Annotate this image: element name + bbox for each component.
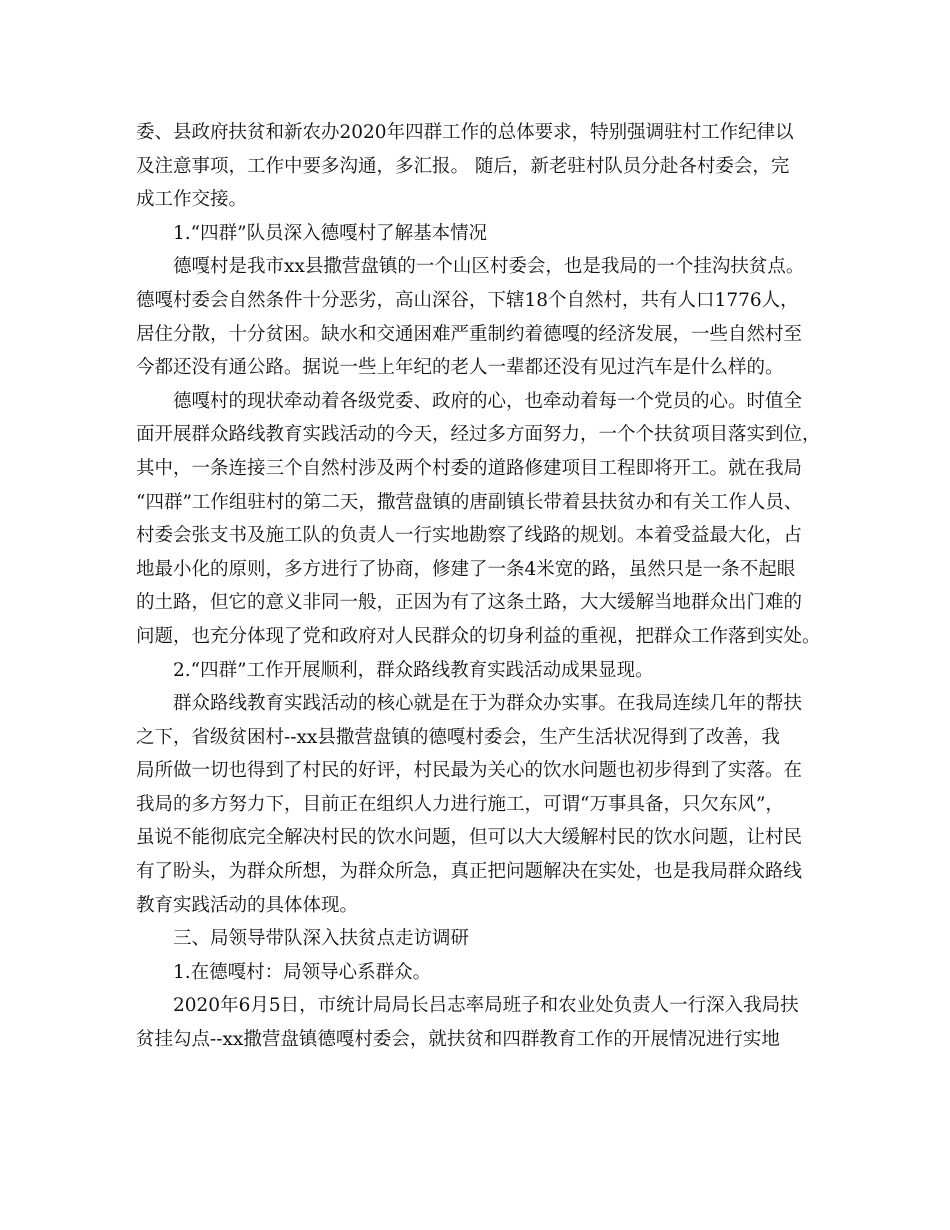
text-line: 1.在德嘎村：局领导心系群众。 — [173, 961, 432, 983]
text-line: 三、局领导带队深入扶贫点走访调研 — [173, 928, 470, 950]
text-line: 贫挂勾点--xx撒营盘镇德嘎村委会，就扶贫和四群教育工作的开展情况进行实地 — [136, 1029, 780, 1051]
text-line: 村委会张支书及施工队的负责人一行实地勘察了线路的规划。本着受益最大化，占 — [136, 525, 803, 547]
text-line: 德嘎村是我市xx县撒营盘镇的一个山区村委会，也是我局的一个挂沟扶贫点。 — [173, 256, 805, 278]
text-line: 之下，省级贫困村--xx县撒营盘镇的德嘎村委会，生产生活状况得到了改善，我 — [136, 726, 780, 748]
text-line: 有了盼头，为群众所想，为群众所急，真正把问题解决在实处，也是我局群众路线 — [136, 861, 803, 883]
text-line: 2.“四群”工作开展顺利，群众路线教育实践活动成果显现。 — [173, 659, 654, 681]
text-line: 局所做一切也得到了村民的好评，村民最为关心的饮水问题也初步得到了实落。在 — [136, 760, 803, 782]
text-line: 其中，一条连接三个自然村涉及两个村委的道路修建项目工程即将开工。就在我局 — [136, 457, 803, 479]
text-line: 2020年6月5日，市统计局局长吕志率局班子和农业处负责人一行深入我局扶 — [173, 995, 799, 1017]
text-line: 1.“四群”队员深入德嘎村了解基本情况 — [173, 222, 488, 244]
text-line: 虽说不能彻底完全解决村民的饮水问题，但可以大大缓解村民的饮水问题，让村民 — [136, 827, 803, 849]
text-line: 委、县政府扶贫和新农办2020年四群工作的总体要求，特别强调驻村工作纪律以 — [136, 122, 794, 143]
text-line: 成工作交接。 — [136, 189, 248, 211]
text-line: 问题，也充分体现了党和政府对人民群众的切身利益的重视，把群众工作落到实处。 — [136, 625, 821, 647]
text-line: 的土路，但它的意义非同一般，正因为有了这条土路，大大缓解当地群众出门难的 — [136, 592, 803, 614]
text-line: 教育实践活动的具体体现。 — [136, 894, 359, 916]
text-line: 及注意事项，工作中要多沟通，多汇报。 随后，新老驻村队员分赴各村委会，完 — [136, 155, 790, 177]
text-line: 群众路线教育实践活动的核心就是在于为群众办实事。在我局连续几年的帮扶 — [173, 693, 803, 715]
text-line: “四群”工作组驻村的第二天，撒营盘镇的唐副镇长带着县扶贫办和有关工作人员、 — [136, 491, 803, 513]
document-body — [136, 116, 826, 1057]
text-line: 德嘎村的现状牵动着各级党委、政府的心，也牵动着每一个党员的心。时值全 — [173, 390, 803, 412]
text-line: 我局的多方努力下，目前正在组织人力进行施工，可谓“万事具备，只欠东风”， — [136, 793, 784, 815]
text-line: 今都还没有通公路。据说一些上年纪的老人一辈都还没有见过汽车是什么样的。 — [136, 357, 784, 379]
text-line: 面开展群众路线教育实践活动的今天，经过多方面努力，一个个扶贫项目落实到位， — [136, 424, 821, 446]
text-line: 地最小化的原则，多方进行了协商，修建了一条4米宽的路，虽然只是一条不起眼 — [136, 558, 796, 580]
text-line: 德嘎村委会自然条件十分恶劣，高山深谷，下辖18个自然村，共有人口1776人， — [136, 289, 799, 311]
text-line: 居住分散，十分贫困。缺水和交通困难严重制约着德嘎的经济发展，一些自然村至 — [136, 323, 803, 345]
